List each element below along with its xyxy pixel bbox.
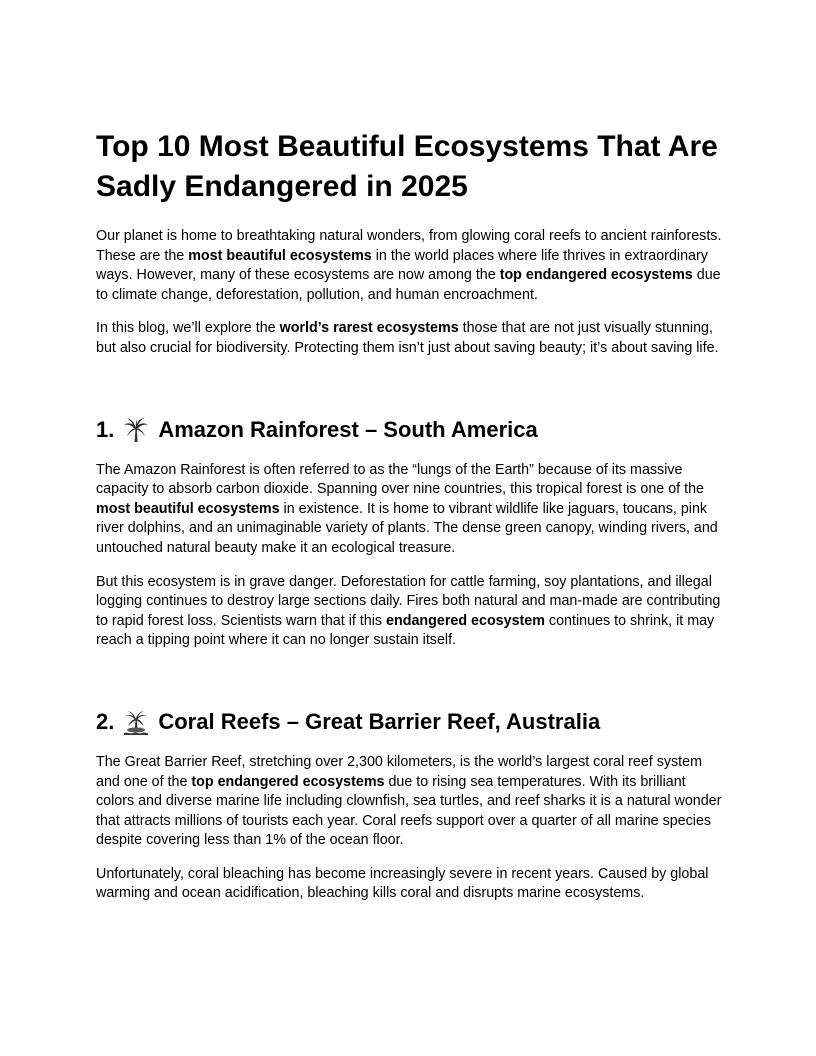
section-number: 1. <box>96 416 115 442</box>
intro-paragraph-2 <box>96 319 726 358</box>
document-page <box>96 127 726 918</box>
bold-text-run: endangered ecosystem <box>386 612 545 629</box>
text-run: in existence. It is home to vibrant wildlife like jaguars, toucans, pink river dolphins, and an unimaginable variety of plants. The dense green canopy, winding rivers, and untouched natural beauty make it an ecological treasure. <box>96 500 718 556</box>
section-heading-coral-reefs <box>96 707 726 737</box>
text-run: in the world places where life thrives in extraordinary ways. However, many of these ecosystems are now among the <box>96 247 708 284</box>
section-heading-text: Coral Reefs – Great Barrier Reef, Australia <box>158 708 601 734</box>
amazon-paragraph-2 <box>96 573 726 651</box>
section-heading-amazon <box>96 415 726 445</box>
text-run: Our planet is home to breathtaking natural wonders, from glowing coral reefs to ancient rainforests. These are the <box>96 228 722 264</box>
text-run: Unfortunately, coral bleaching has become increasingly severe in recent years. Caused by global warming and ocean acidification, bleaching kills coral and disrupts marine ecosystems. <box>96 865 709 902</box>
text-run: continues to shrink, it may reach a tipping point where it can no longer sustain itself. <box>96 612 715 649</box>
text-run: The Great Barrier Reef, stretching over 2,300 kilometers, is the world’s largest coral reef system and one of the <box>96 753 703 790</box>
bold-text-run: top endangered ecosystems <box>499 267 693 284</box>
intro-paragraph-1 <box>96 227 726 305</box>
text-run: those that are not just visually stunning, but also crucial for biodiversity. Protecting them isn’t just about saving beauty; it’s about saving life. <box>96 320 719 356</box>
text-run: The Amazon Rainforest is often referred to as the “lungs of the Earth” because of its massive capacity to absorb carbon dioxide. Spanning over nine countries, this tropical forest is one of the <box>96 461 704 498</box>
desert-island-icon <box>123 709 149 735</box>
bold-text-run: world’s rarest ecosystems <box>279 320 459 337</box>
text-run: In this blog, we’ll explore the <box>96 320 280 337</box>
text-run: But this ecosystem is in grave danger. Deforestation for cattle farming, soy plantations, and illegal logging continues to destroy large sections daily. Fires both natural and man-made are contributing to rapid forest loss. Scientists warn that if this <box>96 573 721 629</box>
bold-text-run: most beautiful ecosystems <box>96 500 280 517</box>
page-title: Top 10 Most Beautiful Ecosystems That Are Sadly Endangered in 2025 <box>96 130 718 203</box>
section-heading-text: Amazon Rainforest – South America <box>158 416 538 442</box>
bold-text-run: top endangered ecosystems <box>191 773 385 790</box>
section-number: 2. <box>96 708 115 734</box>
coral-reefs-paragraph-1 <box>96 753 726 851</box>
bold-text-run: most beautiful ecosystems <box>188 247 372 264</box>
amazon-paragraph-1 <box>96 461 726 559</box>
text-run: due to climate change, deforestation, pollution, and human encroachment. <box>96 267 721 303</box>
coral-reefs-paragraph-2 <box>96 865 726 904</box>
text-run: due to rising sea temperatures. With its brilliant colors and diverse marine life including clownfish, sea turtles, and reef sharks it is a natural wonder that attracts millions of tourists each year. Coral reefs support over a quarter of all marine species despite covering less than 1% of the ocean floor. <box>96 773 722 849</box>
palm-tree-icon <box>123 417 149 443</box>
